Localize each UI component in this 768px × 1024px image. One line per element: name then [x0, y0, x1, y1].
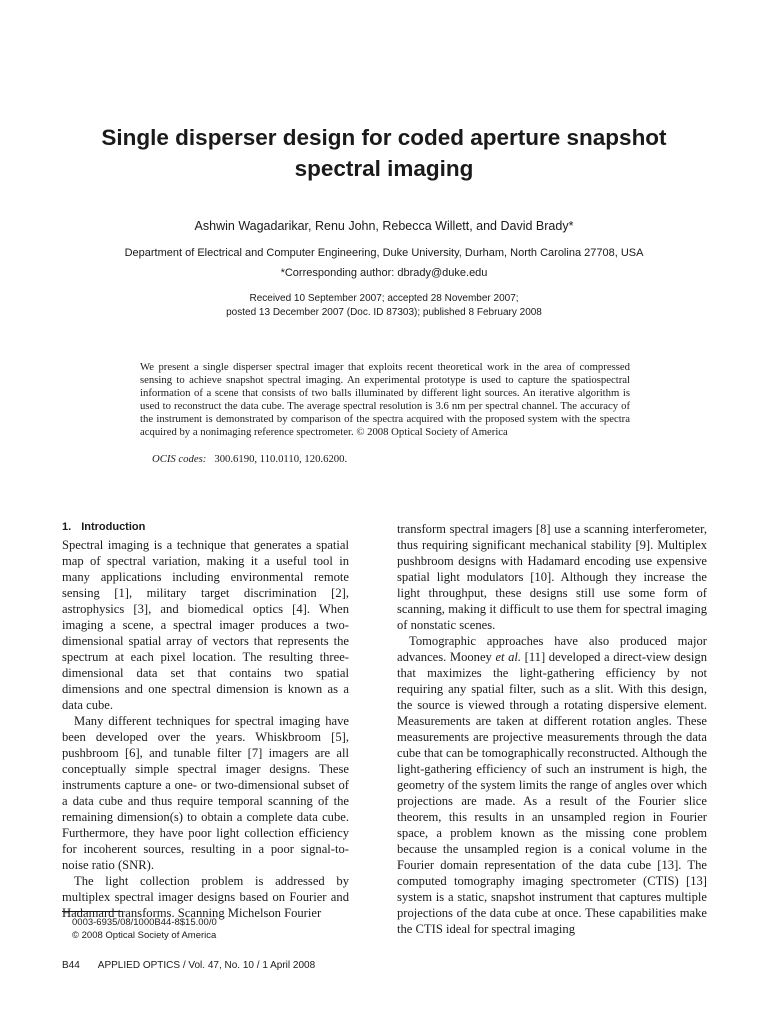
section-heading: [62, 521, 145, 533]
page-footer: [62, 960, 315, 971]
publication-dates: [60, 292, 708, 320]
left-column: [62, 537, 349, 921]
received-line-1: Received 10 September 2007; accepted 28 November 2007;: [249, 293, 519, 304]
paragraph: Spectral imaging is a technique that generates a spatial map of spectral variation, making it a useful tool in many applications including environmental remote sensing [1], military target discrimination [2], astrophysics [3], and biomedical optics [4]. When imaging a scene, a spectral imager produces a two-dimensional spatial array of vectors that represents the spectrum at each pixel location. The resulting three-dimensional data set that contains two spatial dimensions and one spectral dimension is known as a data cube.: [62, 538, 349, 712]
page-number: B44: [62, 960, 80, 971]
journal-info: APPLIED OPTICS / Vol. 47, No. 10 / 1 April 2008: [97, 960, 316, 971]
section-title: Introduction: [81, 521, 146, 533]
received-line-2: posted 13 December 2007 (Doc. ID 87303); published 8 February 2008: [226, 307, 542, 318]
paragraph: Many different techniques for spectral imaging have been developed over the years. Whiskbroom [5], pushbroom [6], and tunable filter [7] imagers are all conceptually simple spectral imager designs. These instruments capture a one- or two-dimensional subset of a data cube and thus require temporal scanning of the remaining dimension(s) to obtain a complete data cube. Furthermore, they have poor light collection efficiency for incoherent sources, resulting in a poor signal-to-noise ratio (SNR).: [62, 714, 349, 872]
affiliation-block: [60, 243, 708, 283]
footnote-line-1: 0003-6935/08/1000B44-8$15.00/0: [72, 917, 217, 928]
paragraph: The light collection problem is addressed by multiplex spectral imager designs based on Fourier and Hadamard transforms. Scanning Michelson Fourier: [62, 874, 349, 920]
ocis-codes: [152, 453, 347, 466]
affiliation: Department of Electrical and Computer Engineering, Duke University, Durham, North Carolina 27708, USA: [124, 247, 644, 259]
text-span: [11] developed a direct-view design that maximizes the light-gathering efficiency by not requiring any spatial filter, such as a slit. With this design, the source is viewed through a rotating dispersive element. Measurements are taken at different rotation angles. These measurements are projective measurements through the data cube that can be tomographically reconstructed. Although the light-gathering efficiency of such an instrument is high, the geometry of the system limits the range of angles over which projections are made. As a result of the Fourier slice theorem, this results in an unsampled region in Fourier space, a problem known as the missing cone problem because the unsampled region is a conical volume in the Fourier domain representation of the data cube [13]. The computed tomography imaging spectrometer (CTIS) [13] system is a static, snapshot instrument that captures multiple projections of the data cube at once. These capabilities make the CTIS ideal for spectral imaging: [397, 650, 707, 936]
ocis-values: 300.6190, 110.0110, 120.6200.: [214, 453, 348, 465]
footnote-line-2: © 2008 Optical Society of America: [72, 930, 217, 941]
corresponding-author: *Corresponding author: dbrady@duke.edu: [280, 267, 488, 279]
abstract: We present a single disperser spectral imager that exploits recent theoretical work in the area of compressed sensing to achieve snapshot spectral imaging. An experimental prototype is used to capture the spatiospectral information of a scene that consists of two balls illuminated by different light sources. An iterative algorithm is used to reconstruct the data cube. The average spectral resolution is 3.6 nm per spectral channel. The accuracy of the instrument is demonstrated by comparison of the spectra acquired with the proposed system with the spectra acquired by a nonimaging reference spectrometer. © 2008 Optical Society of America: [140, 361, 630, 439]
ocis-label: OCIS codes:: [152, 453, 207, 465]
footnote: [72, 916, 217, 942]
paragraph: [397, 633, 707, 937]
author-list: Ashwin Wagadarikar, Renu John, Rebecca Willett, and David Brady*: [194, 219, 574, 233]
footnote-rule: [62, 911, 122, 912]
paper-title: Single disperser design for coded aperture snapshot spectral imaging: [101, 125, 667, 181]
text-span: Tomographic approaches have also produced major advances. Mooney: [397, 634, 707, 664]
et-al: et al.: [495, 650, 522, 664]
right-column: [397, 521, 707, 937]
paragraph: transform spectral imagers [8] use a scanning interferometer, thus requiring significant mechanical stability [9]. Multiplex pushbroom designs with Hadamard encoding use expensive spatial light modulators [10]. Although they increase the light throughput, these designs still use some form of scanning, making it difficult to use them for spectral imaging of nonstatic scenes.: [397, 522, 707, 632]
section-number: 1.: [62, 521, 72, 533]
